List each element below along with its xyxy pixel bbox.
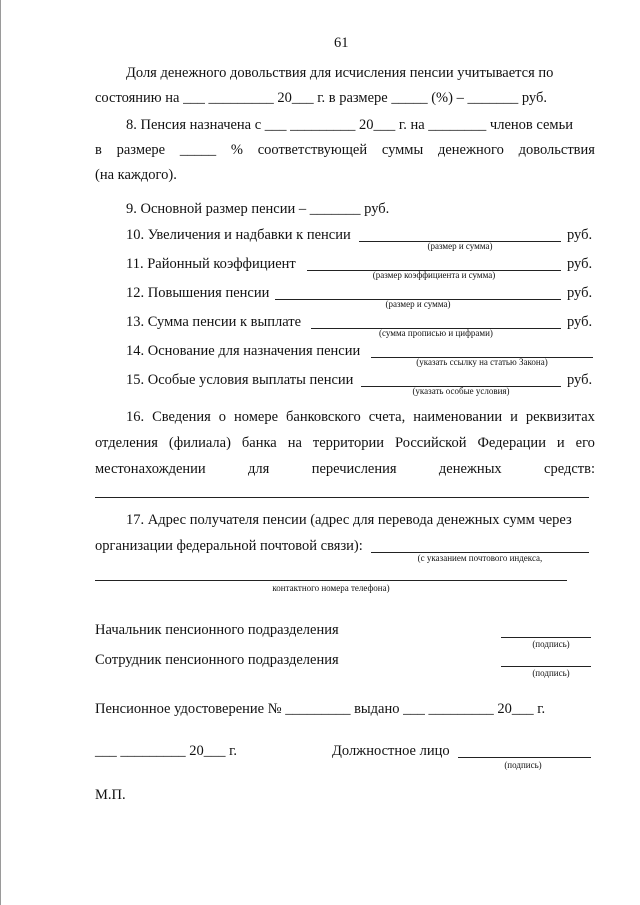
item-8-line3: (на каждого). [95, 167, 177, 183]
employee-label: Сотрудник пенсионного подразделения [95, 652, 339, 668]
item-10-caption: (размер и сумма) [427, 241, 493, 251]
item-15-unit: руб. [567, 372, 593, 388]
pension-certificate-line: Пенсионное удостоверение № _________ выдано ___ _________ 20___ г. [95, 701, 546, 717]
item-8-line1: 8. Пенсия назначена с ___ _________ 20___ г. на ________ членов семьи [126, 117, 573, 133]
item-9: 9. Основной размер пенсии – _______ руб. [126, 201, 390, 217]
item-13-label: 13. Сумма пенсии к выплате [126, 314, 302, 330]
item-17-line2: организации федеральной почтовой связи): [95, 538, 363, 554]
item-8-line2: в размере _____ % соответствующей суммы денежного довольствия [95, 142, 595, 158]
item-14-caption: (указать ссылку на статью Закона) [416, 357, 548, 367]
share-line: Доля денежного довольствия для исчисления пенсии учитывается по [126, 65, 554, 81]
item-16-field-line[interactable] [95, 497, 589, 498]
item-17-caption-2: контактного номера телефона) [272, 583, 390, 593]
item-17-field-line-2[interactable] [95, 580, 567, 581]
chief-signature-line[interactable] [501, 637, 591, 638]
chief-label: Начальник пенсионного подразделения [95, 622, 339, 638]
item-10-label: 10. Увеличения и надбавки к пенсии [126, 227, 351, 243]
item-12-label: 12. Повышения пенсии [126, 285, 270, 301]
employee-signature-line[interactable] [501, 666, 591, 667]
issue-date: ___ _________ 20___ г. [95, 743, 238, 759]
chief-signature-caption: (подпись) [532, 639, 570, 649]
page-number: 61 [334, 35, 349, 51]
item-16-line2: отделения (филиала) банка на территории Российской Федерации и его [95, 435, 595, 451]
stamp-place: М.П. [95, 787, 126, 803]
item-10-unit: руб. [567, 227, 593, 243]
item-13-caption: (сумма прописью и цифрами) [379, 328, 493, 338]
item-13-unit: руб. [567, 314, 593, 330]
employee-signature-caption: (подпись) [532, 668, 570, 678]
official-signature-line[interactable] [458, 757, 591, 758]
item-16-line3: местонахождении для перечисления денежных средств: [95, 461, 595, 477]
official-signature-caption: (подпись) [504, 760, 542, 770]
item-11-caption: (размер коэффициента и сумма) [372, 270, 496, 280]
official-label: Должностное лицо [332, 743, 450, 759]
item-11-label: 11. Районный коэффициент [126, 256, 296, 272]
item-11-unit: руб. [567, 256, 593, 272]
item-15-caption: (указать особые условия) [412, 386, 510, 396]
item-16-line1: 16. Сведения о номере банковского счета, наименовании и реквизитах [126, 409, 595, 425]
item-17-caption-1: (с указанием почтового индекса, [417, 553, 543, 563]
item-14-label: 14. Основание для назначения пенсии [126, 343, 361, 359]
item-17-line1: 17. Адрес получателя пенсии (адрес для перевода денежных сумм через [126, 512, 572, 528]
item-12-caption: (размер и сумма) [385, 299, 451, 309]
item-12-unit: руб. [567, 285, 593, 301]
share-line-date: состоянию на ___ _________ 20___ г. в размере _____ (%) – _______ руб. [95, 90, 547, 106]
item-15-label: 15. Особые условия выплаты пенсии [126, 372, 354, 388]
